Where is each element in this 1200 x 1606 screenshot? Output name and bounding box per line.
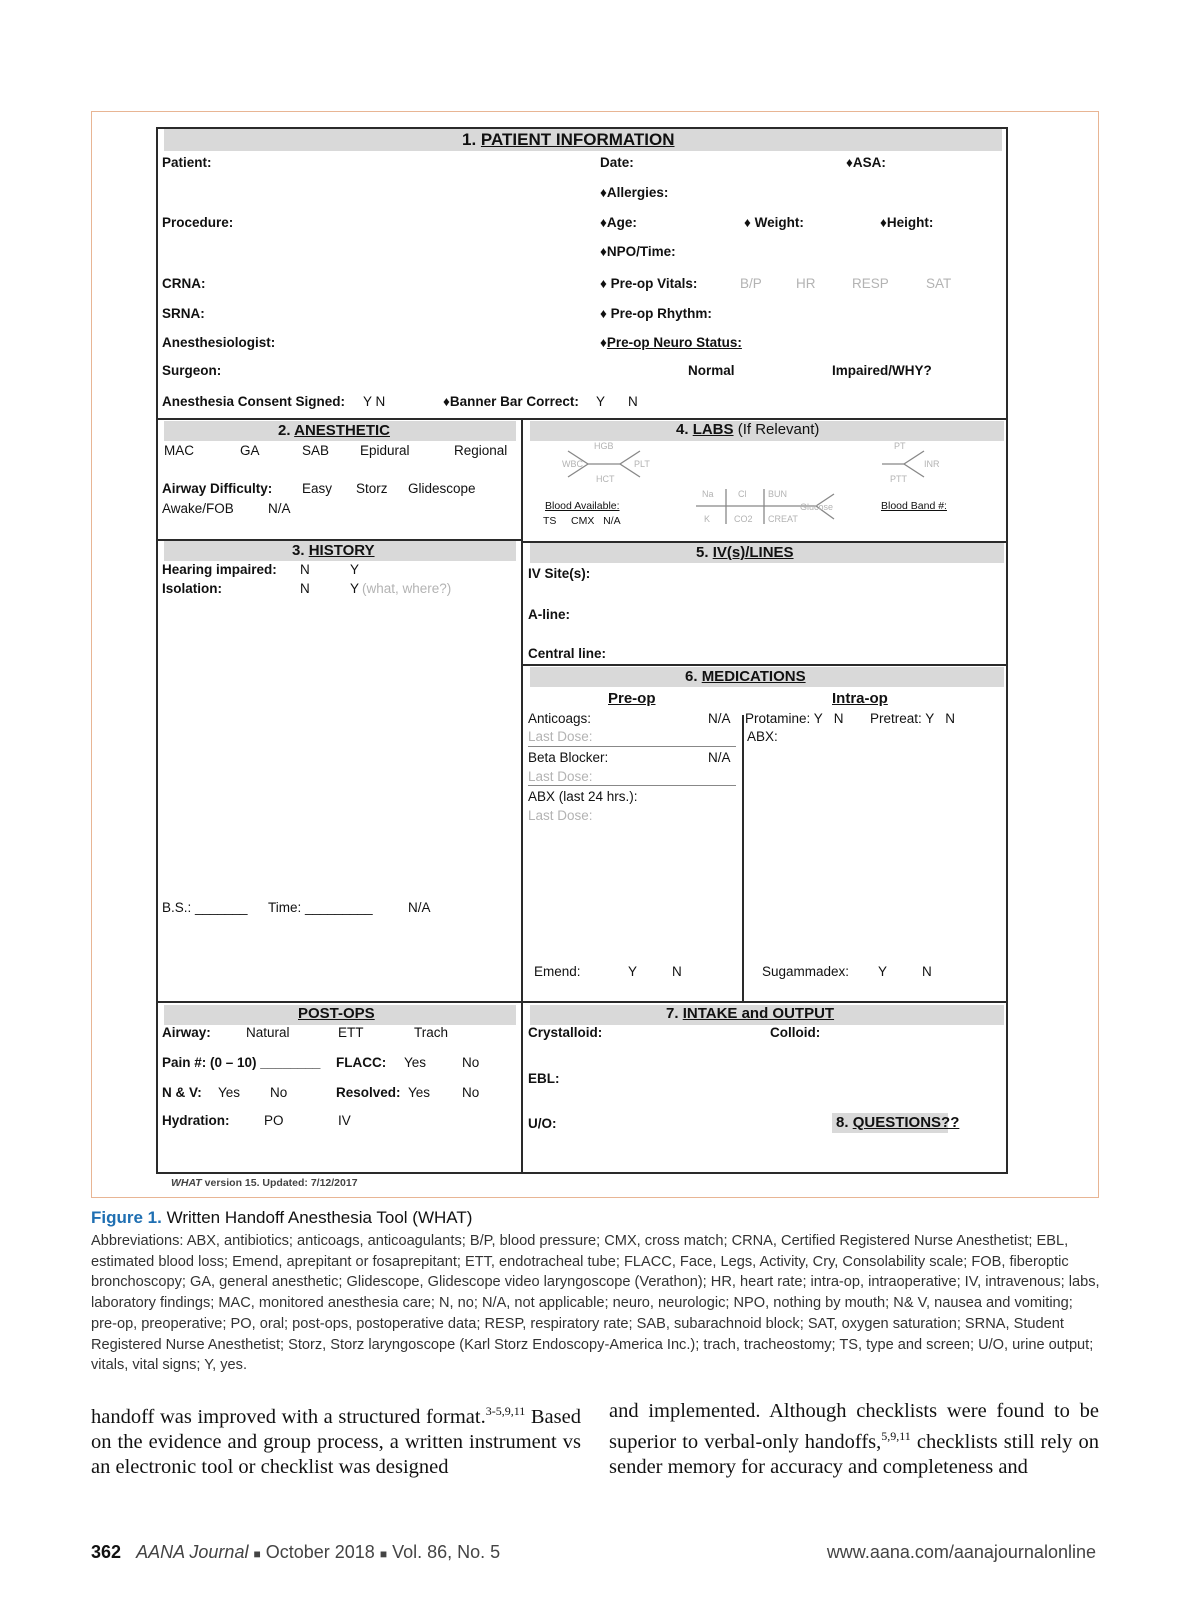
airway-awake-fob: Awake/FOB <box>162 501 234 516</box>
page-footer: 362 AANA Journal ■ October 2018 ■ Vol. 86, No. 5 <box>91 1542 501 1562</box>
journal-url[interactable]: www.aana.com/aanajournalonline <box>826 1542 1096 1562</box>
allergies-label: ♦Allergies: <box>600 185 669 200</box>
colloid-label: Colloid: <box>770 1025 821 1040</box>
what-form <box>156 127 1008 1174</box>
postops-airway-natural: Natural <box>246 1025 290 1040</box>
flacc-no: No <box>462 1055 480 1070</box>
s3-heading: 3. HISTORY <box>292 542 375 559</box>
asa-label: ♦ASA: <box>846 155 886 170</box>
postops-airway-ett: ETT <box>338 1025 364 1040</box>
cbc-wbc: WBC <box>562 459 583 469</box>
consent-yn: Y N <box>363 394 386 409</box>
journal-name: AANA Journal <box>136 1542 249 1562</box>
coag-pt: PT <box>894 441 906 451</box>
s7-heading: 7. INTAKE and OUTPUT <box>666 1005 835 1022</box>
figure-caption-title: Figure 1. Written Handoff Anesthesia Tool (WHAT) <box>91 1208 473 1227</box>
hydration-iv: IV <box>338 1113 351 1128</box>
procedure-label: Procedure: <box>162 215 234 230</box>
srna-label: SRNA: <box>162 306 205 321</box>
postops-airway-trach: Trach <box>414 1025 449 1040</box>
aline-label: A-line: <box>528 607 570 622</box>
blood-available-options: TS CMX N/A <box>543 515 621 527</box>
hydration-po: PO <box>264 1113 284 1128</box>
vital-resp: RESP <box>852 276 889 291</box>
protamine-field: Protamine: Y N <box>745 711 844 726</box>
hearing-label: Hearing impaired: <box>162 562 277 577</box>
anesthetic-sab: SAB <box>302 443 330 458</box>
hearing-n: N <box>300 562 310 577</box>
resolved-no: No <box>462 1085 480 1100</box>
bmp-glucose: Glucose <box>800 502 834 512</box>
neuro-impaired: Impaired/WHY? <box>832 363 932 378</box>
cbc-plt: PLT <box>634 459 650 469</box>
divider-s5 <box>523 664 1006 666</box>
anesthetic-epidural: Epidural <box>360 443 410 458</box>
anticoags-last-dose: Last Dose: <box>528 729 593 744</box>
bmp-na: Na <box>702 489 714 499</box>
banner-n: N <box>628 394 638 409</box>
intraop-heading: Intra-op <box>832 690 888 707</box>
rule-anticoags <box>528 746 736 747</box>
figure-abbreviations: Abbreviations: ABX, antibiotics; anticoags, anticoagulants; B/P, blood pressure; CMX, cross match; CRNA, Certified Registered Nurse Anesthetist; EBL, estimated blood loss; Emend, aprepitant or fosaprepitant; ETT, endotracheal tube; FLACC, Face, Legs, Activity, Cry, Consolability scale; FOB, fiberoptic bronchoscopy; GA, general anesthetic; Glidescope, Glidescope video laryngoscope (Verathon); HR, heart rate; intra-op, intraoperative; IV, intravenous; labs, laboratory findings; MAC, monitored anesthesia care; N, no; N/A, not applicable; neuro, neurologic; NPO, nothing by mouth; N& V, nausea and vomiting; pre-op, preoperative; PO, oral; post-ops, postoperative data; RESP, respiratory rate; SAB, subarachnoid block; SAT, oxygen saturation; SRNA, Student Registered Nurse Anesthetist; Storz, Storz laryngoscope (Karl Storz Endoscopy-America Inc.); trach, tracheostomy; TS, type and screen; U/O, urine output; vitals, vital signs; Y, yes. <box>91 1233 1100 1374</box>
body-column-left: handoff was improved with a structured format.$^{3-5,9,11}$ Based on the evidence and group process, a written instrument vs an electronic tool or checklist was designed <box>91 1404 581 1478</box>
s5-heading: 5. IV(s)/LINES <box>696 544 794 561</box>
airway-na: N/A <box>268 501 291 516</box>
divider-s6 <box>158 1001 1006 1003</box>
nv-no: No <box>270 1085 288 1100</box>
intraop-abx-label: ABX: <box>747 729 778 744</box>
isolation-what-where: (what, where?) <box>362 581 452 596</box>
pretreat-field: Pretreat: Y N <box>870 711 956 726</box>
bmp-bun: BUN <box>768 489 788 499</box>
rule-beta <box>528 785 736 786</box>
emend-y: Y <box>628 964 638 979</box>
cbc-hct: HCT <box>596 474 615 484</box>
isolation-y: Y <box>350 581 360 596</box>
bmp-k: K <box>704 514 711 524</box>
beta-blocker-label: Beta Blocker: <box>528 750 609 765</box>
anesthesiologist-label: Anesthesiologist: <box>162 335 276 350</box>
divider-s1 <box>158 418 1006 420</box>
emend-n: N <box>672 964 682 979</box>
iv-sites-label: IV Site(s): <box>528 566 591 581</box>
ebl-label: EBL: <box>528 1071 560 1086</box>
sugammadex-n: N <box>922 964 932 979</box>
bmp-co2: CO2 <box>734 514 753 524</box>
postops-heading: POST-OPS <box>298 1005 375 1022</box>
flacc-label: FLACC: <box>336 1055 387 1070</box>
isolation-n: N <box>300 581 310 596</box>
coag-inr: INR <box>924 459 940 469</box>
cbc-hgb: HGB <box>594 441 614 451</box>
consent-label: Anesthesia Consent Signed: <box>162 394 346 409</box>
neuro-normal: Normal <box>688 363 735 378</box>
sugammadex-y: Y <box>878 964 888 979</box>
s8-heading: 8. QUESTIONS?? <box>836 1114 960 1131</box>
anesthetic-mac: MAC <box>164 443 194 458</box>
coag-ptt: PTT <box>890 474 907 484</box>
airway-difficulty-label: Airway Difficulty: <box>162 481 273 496</box>
age-label: ♦Age: <box>600 215 637 230</box>
bs-na: N/A <box>408 900 431 915</box>
postops-airway-label: Airway: <box>162 1025 211 1040</box>
pain-field: Pain #: (0 – 10) ________ <box>162 1055 321 1070</box>
resolved-label: Resolved: <box>336 1085 401 1100</box>
bs-field: B.S.: _______ <box>162 900 248 915</box>
anticoags-na: N/A <box>708 711 731 726</box>
central-line-label: Central line: <box>528 646 607 661</box>
vital-bp: B/P <box>740 276 762 291</box>
resolved-yes: Yes <box>408 1085 431 1100</box>
emend-label: Emend: <box>534 964 581 979</box>
bmp-creat: CREAT <box>768 514 798 524</box>
body-column-right: and implemented. Although checklists were found to be superior to verbal-only handoffs,$^{5,9,11}$ checklists still rely on sender memory for accuracy and completeness and <box>609 1400 1099 1478</box>
blood-available-label: Blood Available: <box>545 500 620 512</box>
airway-easy: Easy <box>302 481 333 496</box>
abx24-label: ABX (last 24 hrs.): <box>528 789 638 804</box>
issue-date: October 2018 <box>265 1542 375 1562</box>
vital-hr: HR <box>796 276 816 291</box>
banner-label: ♦Banner Bar Correct: <box>443 394 579 409</box>
s1-heading: 1. PATIENT INFORMATION <box>462 130 675 149</box>
beta-blocker-na: N/A <box>708 750 731 765</box>
vital-sat: SAT <box>926 276 952 291</box>
divider-vertical <box>521 418 523 1172</box>
time-field: Time: _________ <box>268 900 373 915</box>
abx24-last-dose: Last Dose: <box>528 808 593 823</box>
nv-yes: Yes <box>218 1085 241 1100</box>
s6-heading: 6. MEDICATIONS <box>685 668 806 685</box>
patient-label: Patient: <box>162 155 212 170</box>
airway-storz: Storz <box>356 481 388 496</box>
airway-glidescope: Glidescope <box>408 481 476 496</box>
sugammadex-label: Sugammadex: <box>762 964 850 979</box>
divider-s2 <box>158 539 521 541</box>
nv-label: N & V: <box>162 1085 202 1100</box>
s4-heading: 4. LABS (If Relevant) <box>676 421 820 438</box>
s2-heading: 2. ANESTHETIC <box>278 422 390 439</box>
preop-heading: Pre-op <box>608 690 656 707</box>
crystalloid-label: Crystalloid: <box>528 1025 603 1040</box>
anesthetic-regional: Regional <box>454 443 508 458</box>
crna-label: CRNA: <box>162 276 206 291</box>
anesthetic-ga: GA <box>240 443 260 458</box>
uo-label: U/O: <box>528 1116 557 1131</box>
divider-meds <box>742 715 744 1001</box>
blood-band-label: Blood Band #: <box>881 500 947 512</box>
date-label: Date: <box>600 155 634 170</box>
preop-neuro-label: ♦Pre-op Neuro Status: <box>600 335 742 350</box>
coag-fishbone <box>882 441 940 484</box>
banner-y: Y <box>596 394 606 409</box>
surgeon-label: Surgeon: <box>162 363 222 378</box>
preop-vitals-label: ♦ Pre-op Vitals: <box>600 276 698 291</box>
beta-last-dose: Last Dose: <box>528 769 593 784</box>
hearing-y: Y <box>350 562 360 577</box>
flacc-yes: Yes <box>404 1055 427 1070</box>
height-label: ♦Height: <box>880 215 934 230</box>
anticoags-label: Anticoags: <box>528 711 592 726</box>
hydration-label: Hydration: <box>162 1113 230 1128</box>
divider-s4 <box>523 541 1006 543</box>
npo-label: ♦NPO/Time: <box>600 244 676 259</box>
cbc-fishbone <box>562 441 650 484</box>
preop-rhythm-label: ♦ Pre-op Rhythm: <box>600 306 712 321</box>
weight-label: ♦ Weight: <box>744 215 804 230</box>
bmp-cl: Cl <box>738 489 747 499</box>
isolation-label: Isolation: <box>162 581 222 596</box>
form-version: WHAT version 15. Updated: 7/12/2017 <box>171 1177 358 1189</box>
page-number: 362 <box>91 1542 122 1562</box>
volume: Vol. 86, No. 5 <box>392 1542 501 1562</box>
bmp-fishbone <box>696 489 834 524</box>
